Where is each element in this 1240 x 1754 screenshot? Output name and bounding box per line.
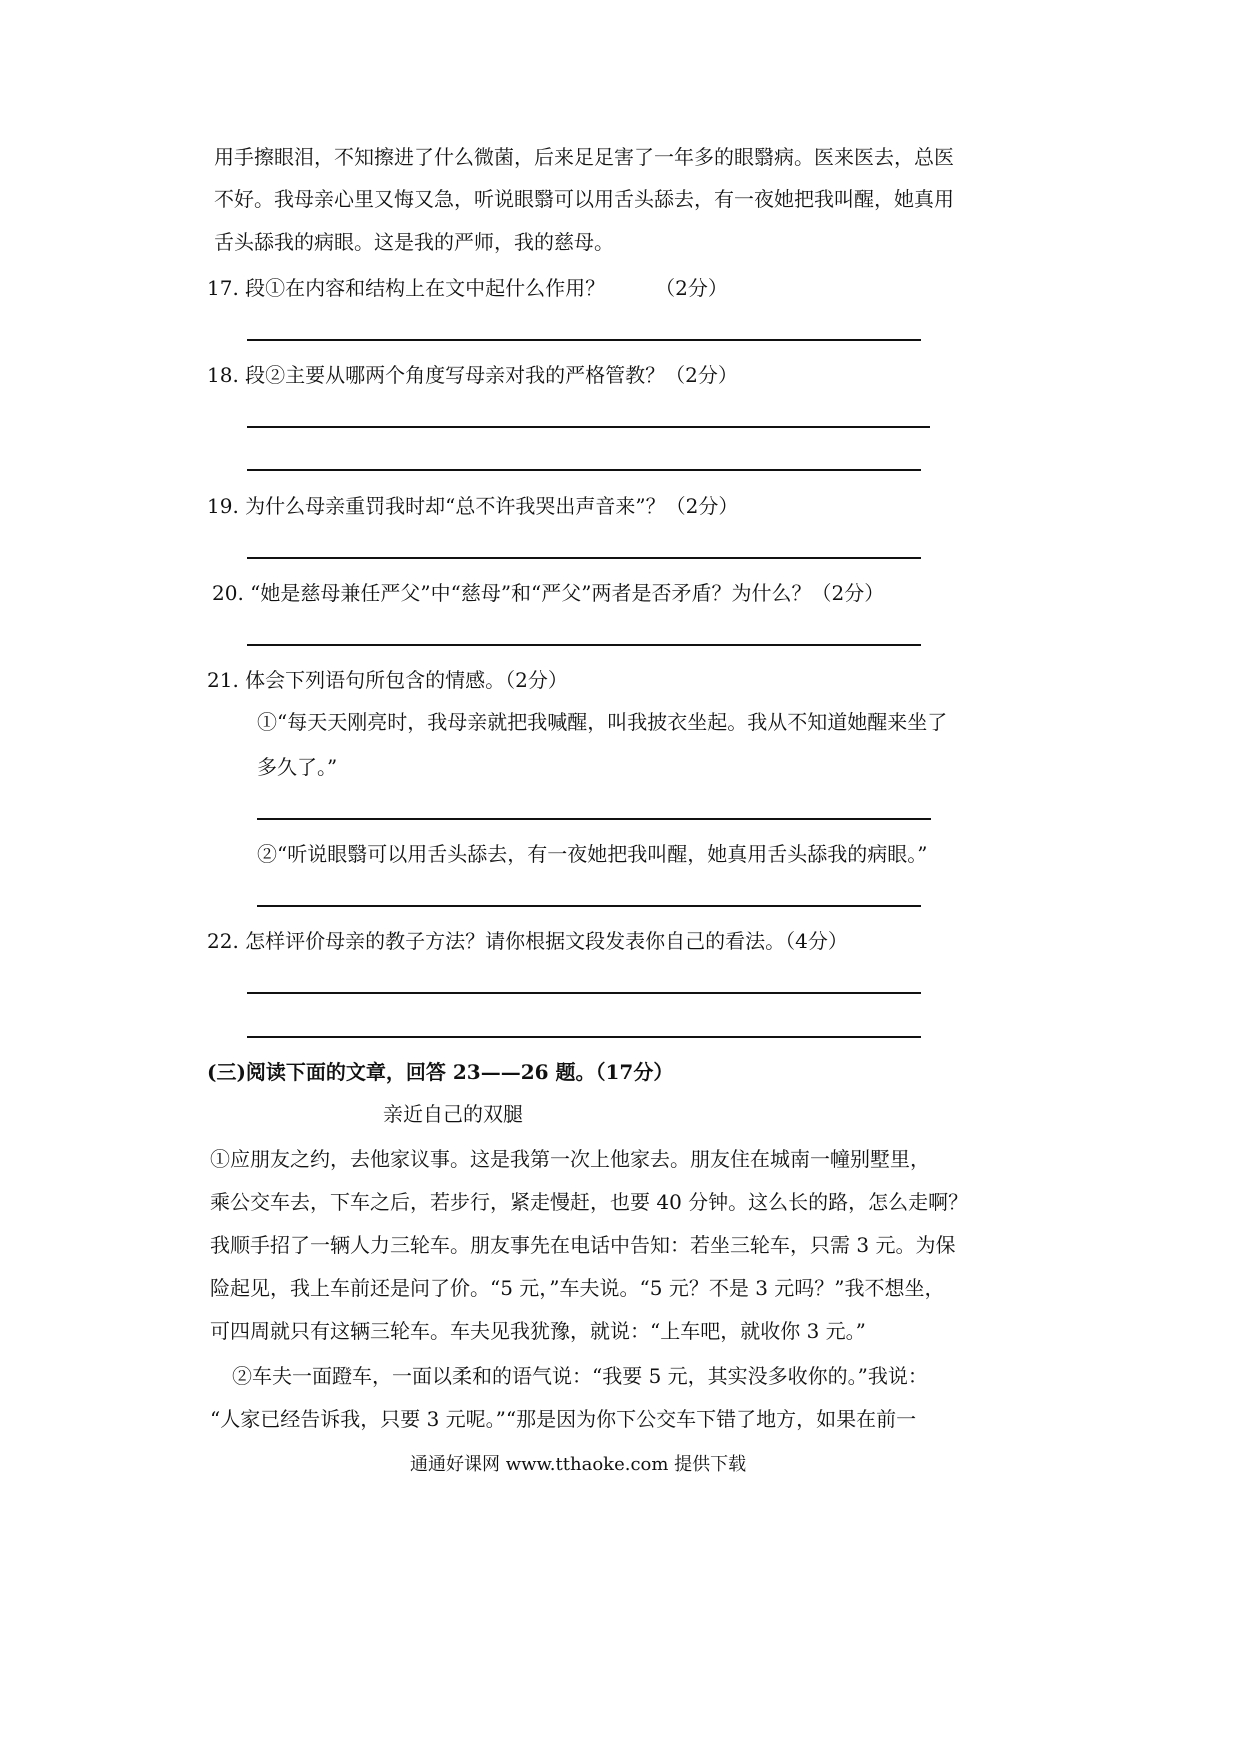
intro-line-3: 舌头舔我的病眼。这是我的严师，我的慈母。 — [214, 230, 614, 254]
question-21-item-1-line-2: 多久了。” — [257, 755, 338, 779]
intro-line-1: 用手擦眼泪，不知擦进了什么微菌，后来足足害了一年多的眼翳病。医来医去，总医 — [214, 145, 954, 169]
footer-download-note: 通通好课网 www.tthaoke.com 提供下载 — [410, 1454, 747, 1475]
question-21-item-1-line-1: ①“每天天刚亮时，我母亲就把我喊醒，叫我披衣坐起。我从不知道她醒来坐了 — [257, 710, 948, 734]
article-p1-line-1: ①应朋友之约，去他家议事。这是我第一次上他家去。朋友住在城南一幢别墅里， — [210, 1147, 930, 1171]
answer-line-21a[interactable] — [257, 818, 931, 820]
answer-line-18a[interactable] — [247, 426, 930, 428]
article-title: 亲近自己的双腿 — [383, 1102, 523, 1126]
question-20: 20. “她是慈母兼任严父”中“慈母”和“严父”两者是否矛盾？为什么？（2分） — [212, 581, 885, 605]
article-p1-line-2: 乘公交车去，下车之后，若步行，紧走慢赶，也要 40 分钟。这么长的路，怎么走啊？ — [210, 1190, 969, 1214]
article-p2-line-2: “人家已经告诉我，只要 3 元呢。”“那是因为你下公交车下错了地方，如果在前一 — [210, 1407, 917, 1431]
question-22: 22. 怎样评价母亲的教子方法？请你根据文段发表你自己的看法。（4分） — [207, 929, 848, 953]
answer-line-22b[interactable] — [247, 1036, 921, 1038]
section-3-heading: (三)阅读下面的文章，回答 23——26 题。（17分） — [207, 1060, 674, 1084]
answer-line-17[interactable] — [247, 339, 921, 341]
article-p2-line-1: ②车夫一面蹬车，一面以柔和的语气说：“我要 5 元，其实没多收你的。”我说： — [232, 1364, 928, 1388]
intro-line-2: 不好。我母亲心里又悔又急，听说眼翳可以用舌头舔去，有一夜她把我叫醒，她真用 — [214, 187, 954, 211]
answer-line-22a[interactable] — [247, 992, 921, 994]
question-21: 21. 体会下列语句所包含的情感。（2分） — [207, 668, 568, 692]
answer-line-20[interactable] — [247, 644, 921, 646]
question-21-item-2: ②“听说眼翳可以用舌头舔去，有一夜她把我叫醒，她真用舌头舔我的病眼。” — [257, 842, 928, 866]
answer-line-21b[interactable] — [257, 905, 921, 907]
question-17: 17. 段①在内容和结构上在文中起什么作用？ （2分） — [207, 276, 728, 300]
article-p1-line-3: 我顺手招了一辆人力三轮车。朋友事先在电话中告知：若坐三轮车，只需 3 元。为保 — [210, 1233, 956, 1257]
answer-line-18b[interactable] — [247, 469, 921, 471]
question-19: 19. 为什么母亲重罚我时却“总不许我哭出声音来”？（2分） — [207, 494, 739, 518]
article-p1-line-5: 可四周就只有这辆三轮车。车夫见我犹豫，就说：“上车吧，就收你 3 元。” — [210, 1319, 866, 1343]
question-18: 18. 段②主要从哪两个角度写母亲对我的严格管教？（2分） — [207, 363, 738, 387]
answer-line-19[interactable] — [247, 557, 921, 559]
article-p1-line-4: 险起见，我上车前还是问了价。“5 元，”车夫说。“5 元？不是 3 元吗？”我不想坐， — [210, 1276, 945, 1300]
